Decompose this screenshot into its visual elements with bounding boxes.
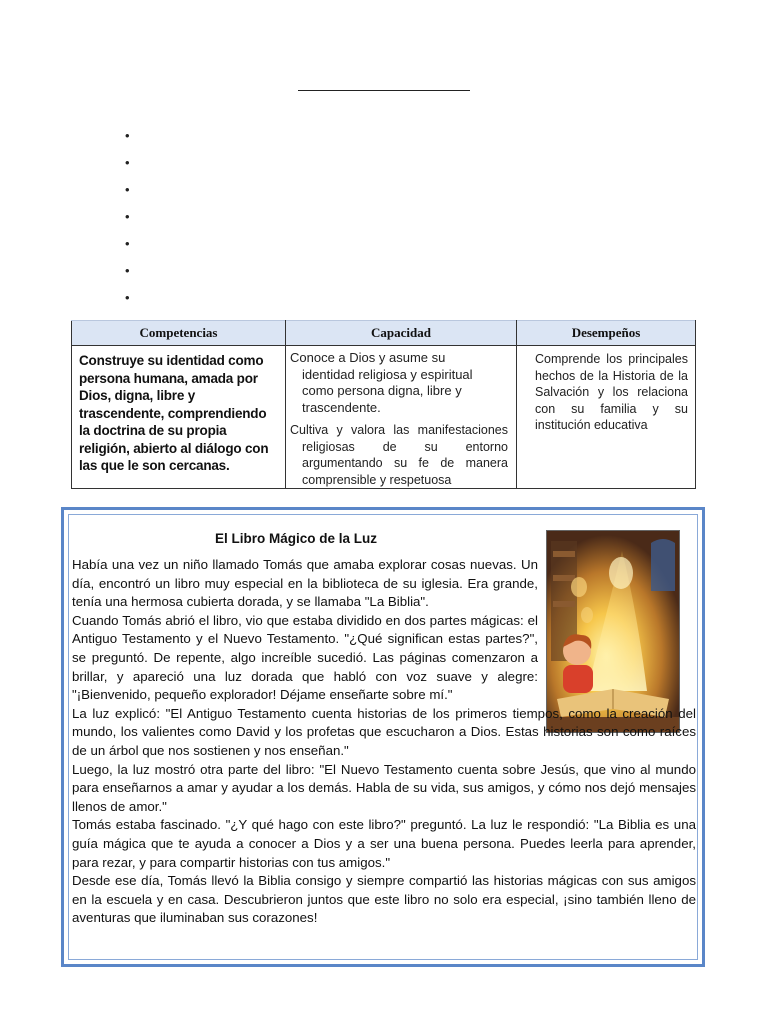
competencia-cell [72,346,286,489]
header-capacidad: Capacidad [286,321,517,346]
table-header-row [72,321,696,346]
story-paragraph-3: La luz explicó: "El Antiguo Testamento cuenta historias de los primeros tiempos, como la creación del mundo, los valientes como David y los profetas que escucharon a Dios. Estas historias son como raíces de un árbol que nos sostienen y nos enseñan." [72,705,696,758]
competencia-text: Construye su identidad como persona humana, amada por Dios, digna, libre y trascendente, comprendiendo la doctrina de su propia religión, abierto al diálogo con las que le son cercanas. [79,353,269,473]
story-paragraph-5: Tomás estaba fascinado. "¿Y qué hago con este libro?" preguntó. La luz le respondió: "La Biblia es una guía mágica que te ayuda a conocer a Dios y a ser una buena persona. Puedes leerla para aprender, para rezar, y para compartir historias con tus amigos." [72,817,696,870]
story-body [72,556,696,928]
capacidad-2: Cultiva y valora las manifestaciones religiosas de su entorno argumentando su fe de manera comprensible y respetuosa [290,423,508,487]
table-row [72,346,696,489]
story-paragraph-1: Había una vez un niño llamado Tomás que amaba explorar cosas nuevas. Un día, encontró un libro muy especial en la biblioteca de su iglesia. Era grande, tenía una hermosa cubierta dorada, y se llamaba "La Biblia". [72,557,538,610]
capacidad-1: Conoce a Dios y asume su identidad religiosa y espiritual como persona digna, libre y trascendente. [290,350,473,415]
story-paragraph-4: Luego, la luz mostró otra parte del libro: "El Nuevo Testamento cuenta sobre Jesús, que vino al mundo para enseñarnos a amar y ayudar a los demás. Habla de su vida, sus amigos, y cómo nos dejó mensajes llenos de amor." [72,761,696,814]
story-paragraph-2: Cuando Tomás abrió el libro, vio que estaba dividido en dos partes mágicas: el Antiguo Testamento y el Nuevo Testamento. "¿Qué significan estas partes?", se preguntó. De repente, algo increíble sucedió. Las páginas comenzaron a brillar, y apareció una luz dorada que habló con voz suave y alegre: "¡Bienvenido, pequeño explorador! Déjame enseñarte sobre mí." [72,612,538,703]
story-title: El Libro Mágico de la Luz [215,531,378,546]
story-paragraph-6: Desde ese día, Tomás llevó la Biblia consigo y siempre compartió las historias mágicas con sus amigos en la escuela y en casa. Descubrieron juntos que este libro no solo era especial, ¡sino también lleno de aventuras que iluminaban sus corazones! [72,873,696,926]
header-desempenos: Desempeños [517,321,696,346]
title-underline [298,90,470,91]
desempeno-text: Comprende los principales hechos de la Historia de la Salvación y los relaciona con su familia y su institución educativa [535,352,688,432]
capacidad-cell [286,346,517,489]
header-competencias: Competencias [72,321,286,346]
desempeno-cell [517,346,696,489]
competencies-table [71,320,696,489]
